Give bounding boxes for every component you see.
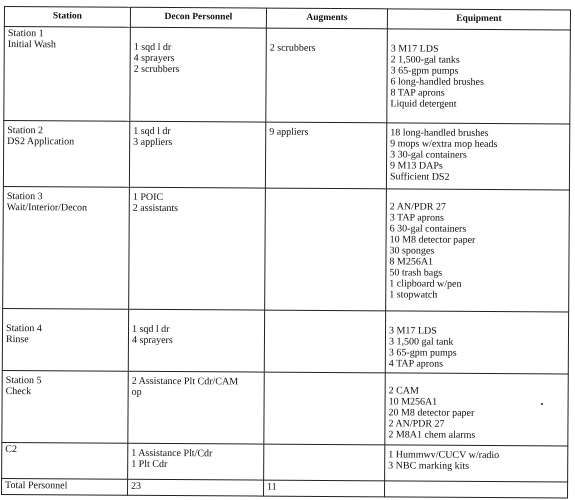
augments-cell: 9 appliers [265,122,386,189]
equipment-cell: 18 long-handled brushes 9 mops w/extra mop heads 3 30-gal containers 9 M13 DAPs Sufficient DS2 [386,123,569,190]
equipment-cell: 3 M17 LDS 2 1,500-gal tanks 3 65-gpm pumps 6 long-handled brushes 8 TAP aprons Liquid detergent [387,29,571,124]
equipment-cell: 2 CAM 10 M256A1 20 M8 detector paper 2 AN/PDR 27 2 M8A1 chem alarms [385,373,568,446]
station-cell: Station 2 DS2 Application [3,121,129,188]
personnel-cell: 1 sqd l dr 4 sprayers [128,309,264,372]
equipment-cell: 3 M17 LDS 3 1,500 gal tank 3 65-gpm pumps 4 TAP aprons [385,311,568,374]
table-row [2,370,568,445]
augments-cell [264,310,385,373]
total-equipment [385,481,568,498]
decon-table [1,6,571,498]
augments-cell: 2 scrubbers [266,28,388,123]
total-label: Total Personnel [2,478,128,495]
personnel-cell: 1 POIC 2 assistants [129,187,266,310]
equipment-cell: 2 AN/PDR 27 3 TAP aprons 6 30-gal containers 10 M8 detector paper 30 sponges 8 M256A1 50 trash bags 1 clipboard w/pen 1 stopwatch [386,189,570,312]
table-row [4,27,571,124]
total-row [2,478,568,497]
augments-cell [265,188,387,311]
personnel-cell: 2 Assistance Plt Cdr/CAM op [128,371,264,444]
header-augments: Augments [266,8,387,29]
personnel-cell: 1 Assistance Plt/Cdr 1 Plt Cdr [128,443,264,480]
station-cell: C2 [2,442,128,479]
station-cell: Station 3 Wait/Interior/Decon [3,186,130,309]
personnel-cell: 1 sqd l dr 4 sprayers 2 scrubbers [130,27,267,122]
table-row [3,121,569,190]
total-personnel: 23 [128,479,264,496]
header-station: Station [4,7,130,28]
personnel-cell: 1 sqd l dr 3 appliers [129,121,265,188]
table-row [3,186,570,311]
augments-cell [264,372,385,445]
station-cell: Station 5 Check [2,370,128,443]
header-personnel: Decon Personnel [130,7,266,28]
table-row [2,442,568,481]
document-page [1,6,570,498]
station-cell: Station 4 Rinse [2,308,128,371]
scan-speck [541,403,543,405]
total-augments: 11 [264,480,385,497]
station-cell: Station 1 Initial Wash [4,27,131,122]
header-equipment: Equipment [387,9,570,30]
table-row [2,308,568,373]
equipment-cell: 1 Hummwv/CUCV w/radio 3 NBC marking kits [385,445,568,482]
augments-cell [264,444,385,481]
